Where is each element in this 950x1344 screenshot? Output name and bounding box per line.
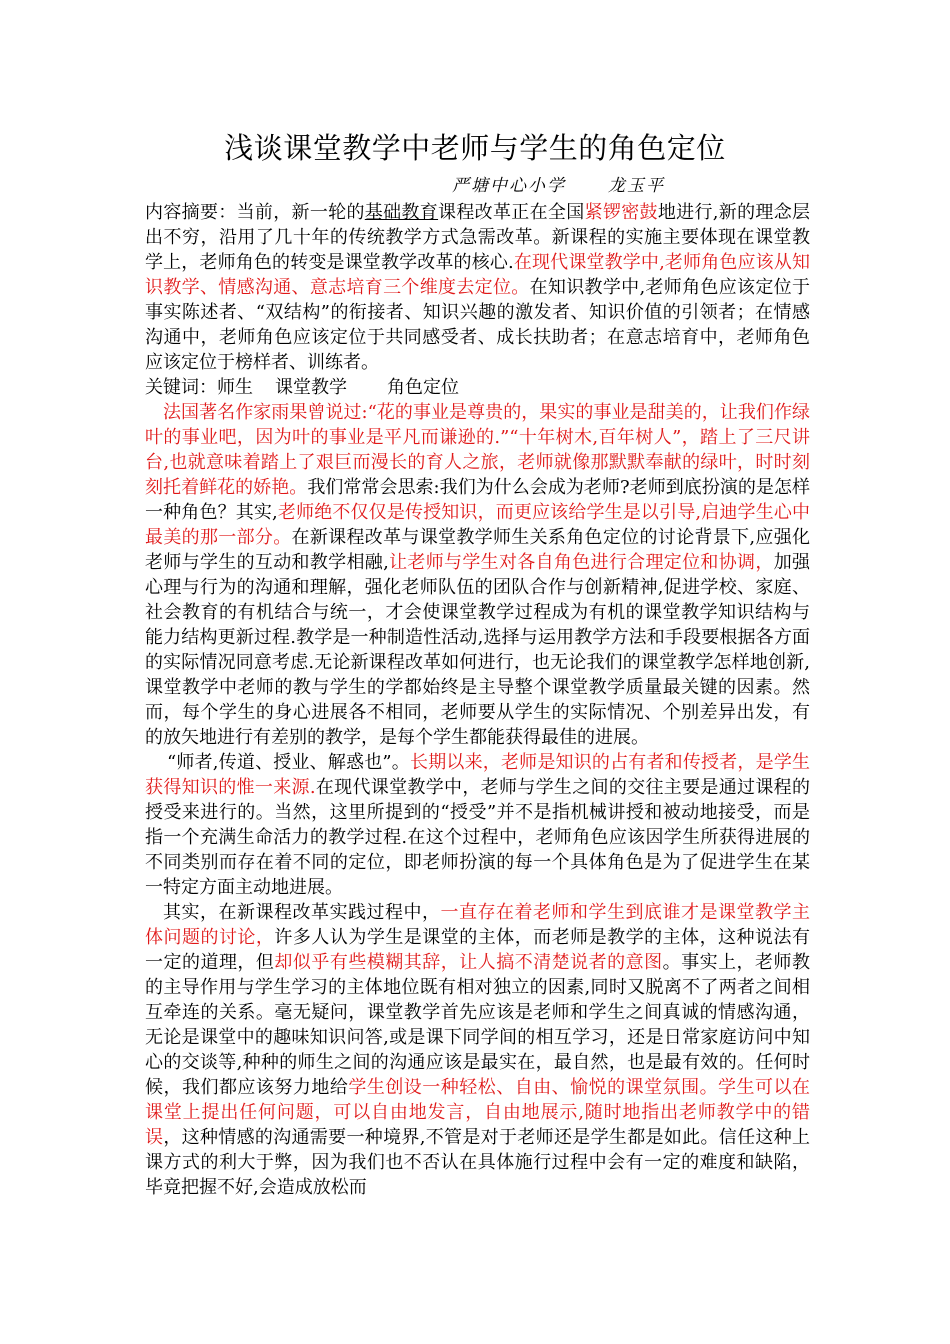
body-paragraph-2 xyxy=(145,750,810,900)
body-text: “师者,传道、授业、解惑也”。 xyxy=(167,752,410,773)
abstract-text: 地进行,新的理念层出不穷，沿用了几十年的传统教学方式急需改革。新课程的实施主要体现在课堂教学上，老师角色的转变是课堂教学改革的核心. xyxy=(145,202,811,273)
body-text: 在现代课堂教学中，老师与学生之间的交往主要是通过课程的授受来进行的。当然，这里所提到的“授受”并不是指机械讲授和被动地接受，而是指一个充满生命活力的教学过程.在这个过程中，老师角色应该因学生所获得进展的不同类别而存在着不同的定位，即老师扮演的每一个具体角色是为了促进学生在某一特定方面主动地进展。 xyxy=(145,777,810,898)
abstract-text: 当前，新一轮的 xyxy=(236,202,365,223)
abstract-underlined-term: 基础教育 xyxy=(364,202,439,223)
body-text: 在新课程改革与课堂教学师生关系角色定位的讨论背景下,应强化老师与学生的互动和教学相融, xyxy=(145,527,811,573)
highlighted-text: 长期以来，老师是知识的占有者和传授者，是学生获得知识的惟一来源. xyxy=(145,752,811,798)
body-text: 许多人认为学生是课堂的主体，而老师是教学的主体，这种说法有一定的道理，但 xyxy=(145,927,811,973)
abstract-highlight: 紧锣密鼓 xyxy=(584,202,658,223)
highlighted-text: 老师绝不仅仅是传授知识，而更应该给学生是以引导,启迪学生心中最美的那一部分。 xyxy=(145,502,810,548)
author-school: 严塘中心小学 xyxy=(452,176,566,196)
highlighted-text: 一直存在着老师和学生到底谁才是课堂教学主体问题的讨论， xyxy=(145,902,810,948)
keyword-item: 师生 xyxy=(217,377,253,398)
keyword-item: 课堂教学 xyxy=(275,377,347,398)
keywords-line xyxy=(145,375,810,400)
keyword-item: 角色定位 xyxy=(387,377,459,398)
abstract-label: 内容摘要： xyxy=(145,202,237,223)
body-text: 其实，在新课程改革实践过程中， xyxy=(163,902,441,923)
author-name: 龙玉平 xyxy=(608,176,665,196)
abstract-paragraph xyxy=(145,200,810,375)
abstract-text: 课程改革正在全国 xyxy=(438,202,585,223)
highlighted-text: 学生创设一种轻松、自由、愉悦的课堂氛围。学生可以在课堂上提出任何问题，可以自由地发言，自由地展示,随时地指出老师教学中的错误 xyxy=(145,1077,810,1148)
body-paragraph-3 xyxy=(145,900,810,1200)
body-paragraph-1 xyxy=(145,400,810,750)
body-text: ，这种情感的沟通需要一种境界,不管是对于老师还是学生都是如此。信任这种上课方式的利大于弊，因为我们也不否认在具体施行过程中会有一定的难度和缺陷，毕竟把握不好,会造成放松而 xyxy=(145,1127,811,1198)
abstract-text: 在知识教学中,老师角色应该定位于事实陈述者、“双结构”的衔接者、知识兴趣的激发者、知识价值的引领者；在情感沟通中，老师角色应该定位于共同感受者、成长扶助者；在意志培育中，老师角色应该定位于榜样者、训练者。 xyxy=(145,277,810,373)
highlighted-text: 却似乎有些模糊其辞，让人搞不清楚说者的意图 xyxy=(274,952,663,973)
body-text: 加强心理与行为的沟通和理解，强化老师队伍的团队合作与创新精神,促进学校、家庭、社会教育的有机结合与统一，才会使课堂教学过程成为有机的课堂教学知识结构与能力结构更新过程.教学是一种制造性活动,选择与运用教学方法和手段要根据各方面的实际情况同意考虑.无论新课程改革如何进行，也无论我们的课堂教学怎样地创新,课堂教学中老师的教与学生的学都始终是主导整个课堂教学质量最关键的因素。然而，每个学生的身心进展各不相同，老师要从学生的实际情况、个别差异出发，有的放矢地进行有差别的教学，是每个学生都能获得最佳的进展。 xyxy=(145,552,811,748)
author-line xyxy=(452,174,665,198)
abstract-highlight: 在现代课堂教学中,老师角色应该从知识教学、情感沟通、意志培育三个维度去定位。 xyxy=(145,252,810,298)
body-text: 我们常常会思索:我们为什么会成为老师?老师到底扮演的是怎样一种角色？其实, xyxy=(145,477,810,523)
highlighted-text: 法国著名作家雨果曾说过:“花的事业是尊贵的，果实的事业是甜美的，让我们作绿叶的事业吧，因为叶的事业是平凡而谦逊的.”“十年树木,百年树人”，踏上了三尺讲台,也就意味着踏上了艰巨而漫长的育人之旅，老师就像那默默奉献的绿叶，时时刻刻托着鲜花的娇艳。 xyxy=(145,402,810,498)
body-text: 。事实上，老师教的主导作用与学生学习的主体地位既有相对独立的因素,同时又脱离不了两者之间相互牵连的关系。毫无疑问，课堂教学首先应该是老师和学生之间真诚的情感沟通，无论是课堂中的趣味知识问答,或是课下同学间的相互学习，还是日常家庭访问中知心的交谈等,种种的师生之间的沟通应该是最实在，最自然，也是最有效的。任何时候，我们都应该努力地给 xyxy=(145,952,811,1098)
document-title: 浅谈课堂教学中老师与学生的角色定位 xyxy=(224,131,726,165)
keywords-label: 关键词： xyxy=(145,377,217,398)
document-body xyxy=(145,200,810,1200)
highlighted-text: 让老师与学生对各自角色进行合理定位和协调， xyxy=(388,552,774,573)
